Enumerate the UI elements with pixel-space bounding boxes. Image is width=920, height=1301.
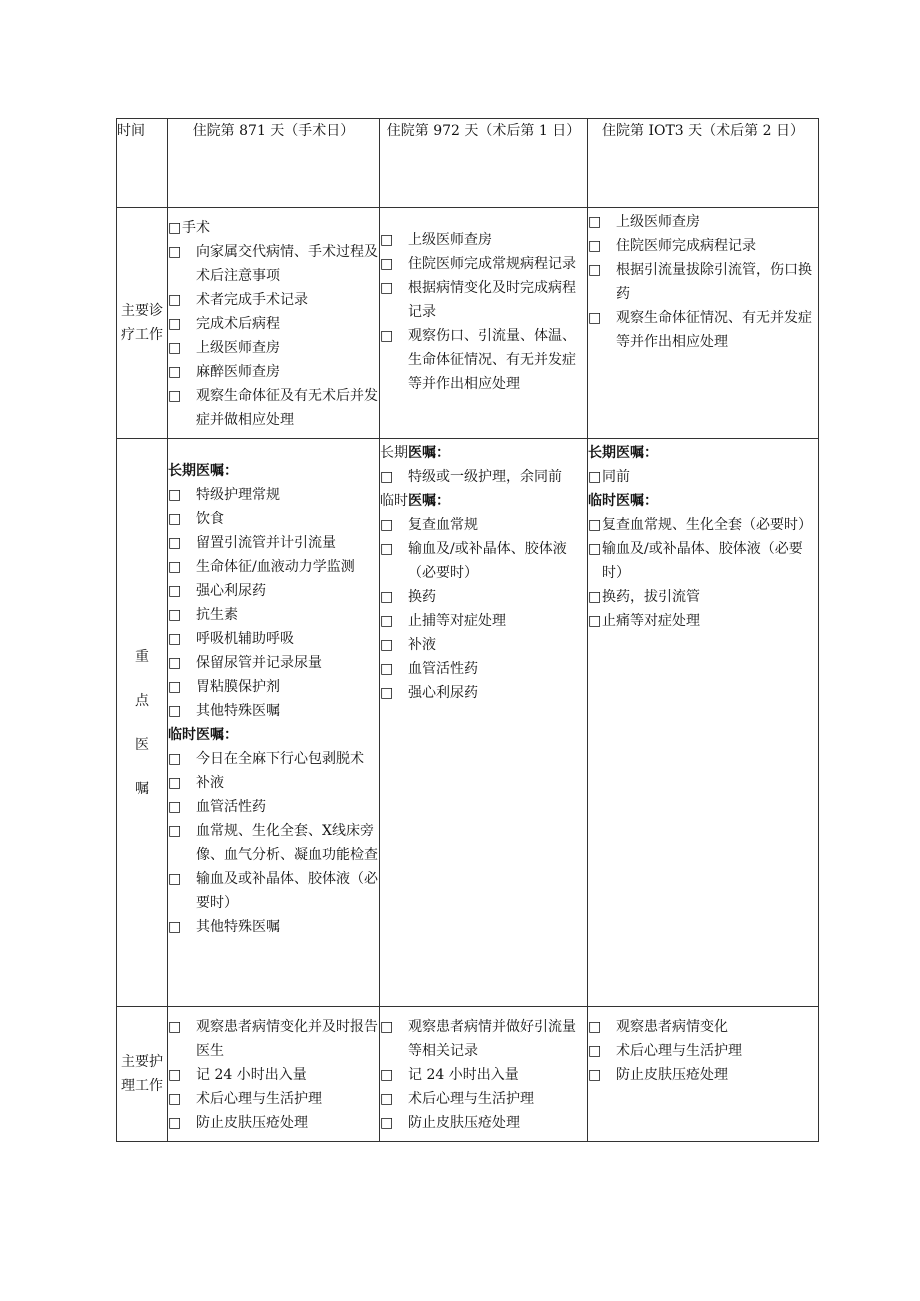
nursing-day1 (168, 1007, 380, 1142)
checklist-item (168, 651, 379, 675)
nursing-label-text: 主要护理工作 (121, 1054, 163, 1094)
checklist-item-text: 换药，拔引流管 (602, 589, 700, 605)
checklist-item (380, 513, 587, 537)
checklist-item-text: 输血及/或补晶体、胶体液（必要时） (408, 541, 567, 581)
checklist-item-text: 上级医师查房 (616, 214, 700, 230)
orders-day3 (588, 439, 819, 1007)
checklist-item-text: 血常规、生化全套、X线床旁像、血气分析、凝血功能检查 (196, 823, 378, 863)
checklist-item-text: 术后心理与生活护理 (616, 1043, 742, 1059)
day3-header: 住院第 IOT3 天（术后第 2 日） (588, 119, 819, 208)
checklist-item (168, 288, 379, 312)
orders-day1 (168, 439, 380, 1007)
checklist-item (380, 324, 587, 396)
checklist-item-text: 其他特殊医嘱 (196, 703, 280, 719)
checklist-item-text: 生命体征/血液动力学监测 (196, 559, 355, 575)
checkbox-icon: □ (380, 517, 394, 533)
checkbox-icon: □ (168, 607, 182, 623)
checklist-item (168, 795, 379, 819)
checkbox-icon: □ (168, 535, 182, 551)
checkbox-icon: □ (168, 919, 182, 935)
checkbox-icon: □ (380, 469, 394, 485)
checklist-item-text: 观察生命体征情况、有无并发症等并作出相应处理 (616, 310, 812, 350)
checklist-item-text: 保留尿管并记录尿量 (196, 655, 322, 671)
diagnosis-day1 (168, 208, 380, 439)
checklist-item-text: 上级医师查房 (408, 232, 492, 248)
checkbox-icon: □ (380, 541, 394, 557)
long-term-orders-title: 长期医嘱： (588, 445, 658, 461)
checklist-item (168, 579, 379, 603)
checkbox-icon: □ (168, 244, 182, 260)
checklist-item (588, 234, 818, 258)
temporary-orders-title (380, 489, 587, 513)
checkbox-icon: □ (168, 775, 182, 791)
diagnosis-label (117, 208, 168, 439)
orders-suffix: 医嘱： (408, 493, 450, 509)
checklist-item (168, 531, 379, 555)
long-term-orders-title: 长期医嘱： (168, 463, 238, 479)
checkbox-icon: □ (168, 292, 182, 308)
checklist-item-text: 饮食 (196, 511, 224, 527)
checklist-item-text: 术后心理与生活护理 (196, 1091, 322, 1107)
long-term-prefix: 长期 (380, 445, 408, 461)
checkbox-icon: □ (168, 559, 182, 575)
checklist-item-text: 补液 (196, 775, 224, 791)
checklist-item-text: 特级护理常规 (196, 487, 280, 503)
checklist-item (588, 513, 818, 537)
checklist-item (168, 699, 379, 723)
checkbox-icon: □ (168, 1091, 182, 1107)
checklist-item-text: 防止皮肤压疮处理 (408, 1115, 520, 1131)
checkbox-icon: □ (168, 823, 182, 839)
checkbox-icon: □ (380, 280, 394, 296)
checklist-item (588, 258, 818, 306)
checkbox-icon: □ (168, 316, 182, 332)
checklist-item-text: 向家属交代病情、手术过程及术后注意事项 (196, 244, 378, 284)
checklist-item (380, 585, 587, 609)
checklist-item (168, 483, 379, 507)
checklist-item (168, 867, 379, 915)
checkbox-icon: □ (168, 631, 182, 647)
checklist-item (168, 747, 379, 771)
orders-label-char: 嘱 (135, 780, 149, 797)
checklist-item-text: 防止皮肤压疮处理 (616, 1067, 728, 1083)
checklist-item-text: 术后心理与生活护理 (408, 1091, 534, 1107)
checkbox-icon: □ (588, 517, 602, 533)
checklist-item-text: 今日在全麻下行心包剥脱术 (196, 751, 364, 767)
checkbox-icon: □ (168, 487, 182, 503)
checkbox-icon: □ (380, 1115, 394, 1131)
checkbox-icon: □ (168, 388, 182, 404)
checklist-item (168, 1015, 379, 1063)
orders-suffix: 医嘱： (408, 445, 450, 461)
checklist-item-text: 胃粘膜保护剂 (196, 679, 280, 695)
checklist-item-text: 输血及或补晶体、胶体液（必要时） (196, 871, 378, 911)
diagnosis-day3 (588, 208, 819, 439)
orders-label-char: 点 (135, 692, 149, 709)
checklist-item (168, 915, 379, 939)
day1-header: 住院第 871 天（手术日） (168, 119, 380, 208)
checklist-item-text: 麻醉医师查房 (196, 364, 280, 380)
checkbox-icon: □ (168, 799, 182, 815)
checklist-item-text: 血管活性药 (408, 661, 478, 677)
checklist-item (168, 555, 379, 579)
checklist-item-text: 止捕等对症处理 (408, 613, 506, 629)
diagnosis-row (117, 208, 819, 439)
time-label: 时间 (117, 119, 168, 208)
checkbox-icon: □ (168, 583, 182, 599)
checkbox-icon: □ (588, 262, 602, 278)
header-row (117, 119, 819, 208)
checkbox-icon: □ (588, 310, 602, 326)
orders-row (117, 439, 819, 1007)
checkbox-icon: □ (380, 232, 394, 248)
temporary-orders-title: 临时医嘱： (168, 727, 238, 743)
checklist-item (380, 1015, 587, 1063)
checklist-item (168, 240, 379, 288)
checklist-item-text: 抗生素 (196, 607, 238, 623)
checklist-item (168, 603, 379, 627)
orders-label-char: 医 (135, 736, 149, 753)
checklist-item-text: 观察伤口、引流量、体温、生命体征情况、有无并发症等并作出相应处理 (408, 328, 576, 392)
clinical-pathway-table (116, 118, 819, 1142)
checklist-item (588, 609, 818, 633)
checklist-item (380, 1111, 587, 1135)
checkbox-icon: □ (380, 1091, 394, 1107)
checklist-item (168, 336, 379, 360)
checkbox-icon: □ (588, 469, 602, 485)
checkbox-icon: □ (380, 256, 394, 272)
checklist-item-text: 防止皮肤压疮处理 (196, 1115, 308, 1131)
checklist-item (168, 675, 379, 699)
checklist-item-text: 观察患者病情变化并及时报告医生 (196, 1019, 378, 1059)
checkbox-icon: □ (380, 1067, 394, 1083)
orders-label (117, 439, 168, 1007)
checklist-item-text: 上级医师查房 (196, 340, 280, 356)
checkbox-icon: □ (380, 685, 394, 701)
checklist-item (380, 252, 587, 276)
checkbox-icon: □ (588, 1043, 602, 1059)
checklist-item (588, 537, 818, 585)
checklist-item-text: 留置引流管并计引流量 (196, 535, 336, 551)
nursing-row (117, 1007, 819, 1142)
checkbox-icon: □ (168, 1019, 182, 1035)
checklist-item-text: 手术 (182, 220, 210, 236)
checklist-item-text: 换药 (408, 589, 436, 605)
checklist-item-text: 同前 (602, 469, 630, 485)
checklist-item (380, 609, 587, 633)
checklist-item (168, 312, 379, 336)
checkbox-icon: □ (168, 340, 182, 356)
checklist-item (588, 1039, 818, 1063)
checklist-item-text: 特级或一级护理，余同前 (408, 469, 562, 485)
checklist-item (168, 1063, 379, 1087)
checklist-item (588, 1015, 818, 1039)
checkbox-icon: □ (168, 751, 182, 767)
checklist-item (168, 507, 379, 531)
checklist-item (168, 771, 379, 795)
checklist-item-text: 强心利尿药 (196, 583, 266, 599)
checklist-item (380, 657, 587, 681)
checklist-item-text: 呼吸机辅助呼吸 (196, 631, 294, 647)
checkbox-icon: □ (380, 637, 394, 653)
checklist-item-text: 输血及/或补晶体、胶体液（必要时） (602, 541, 803, 581)
checklist-item-text: 其他特殊医嘱 (196, 919, 280, 935)
checkbox-icon: □ (588, 589, 602, 605)
checkbox-icon: □ (588, 238, 602, 254)
checklist-item-text: 记 24 小时出入量 (196, 1067, 307, 1083)
day2-header: 住院第 972 天（术后第 1 日） (380, 119, 588, 208)
checklist-item-text: 记 24 小时出入量 (408, 1067, 519, 1083)
checklist-item (380, 633, 587, 657)
temporary-prefix: 临时 (380, 493, 408, 509)
checklist-item-text: 根据病情变化及时完成病程记录 (408, 280, 576, 320)
orders-day2 (380, 439, 588, 1007)
checklist-item (168, 360, 379, 384)
checklist-item-text: 止痛等对症处理 (602, 613, 700, 629)
checkbox-icon: □ (168, 511, 182, 527)
checklist-item (380, 465, 587, 489)
checklist-item-text: 根据引流量拔除引流管，伤口换药 (616, 262, 812, 302)
checkbox-icon: □ (168, 871, 182, 887)
checklist-item (380, 537, 587, 585)
checklist-item-text: 观察生命体征及有无术后并发症并做相应处理 (196, 388, 378, 428)
checkbox-icon: □ (380, 661, 394, 677)
checklist-item-text: 观察患者病情并做好引流量等相关记录 (408, 1019, 576, 1059)
checkbox-icon: □ (168, 655, 182, 671)
checklist-item (168, 1087, 379, 1111)
checklist-item (168, 819, 379, 867)
checkbox-icon: □ (168, 1067, 182, 1083)
checklist-item (168, 1111, 379, 1135)
checklist-item-text: 补液 (408, 637, 436, 653)
checkbox-icon: □ (380, 328, 394, 344)
checklist-item-text: 复查血常规 (408, 517, 478, 533)
nursing-label (117, 1007, 168, 1142)
temporary-orders-title: 临时医嘱： (588, 493, 658, 509)
checklist-item (168, 216, 379, 240)
diagnosis-day2 (380, 208, 588, 439)
checklist-item-text: 术者完成手术记录 (196, 292, 308, 308)
checklist-item (380, 276, 587, 324)
checkbox-icon: □ (168, 679, 182, 695)
checkbox-icon: □ (168, 1115, 182, 1131)
checkbox-icon: □ (380, 589, 394, 605)
checkbox-icon: □ (380, 613, 394, 629)
checkbox-icon: □ (168, 220, 182, 236)
checklist-item (588, 465, 818, 489)
checkbox-icon: □ (588, 214, 602, 230)
checklist-item (588, 1063, 818, 1087)
checklist-item (588, 585, 818, 609)
checklist-item-text: 住院医师完成常规病程记录 (408, 256, 576, 272)
checklist-item (168, 627, 379, 651)
checklist-item (380, 681, 587, 705)
checklist-item (380, 1063, 587, 1087)
checklist-item-text: 住院医师完成病程记录 (616, 238, 756, 254)
checkbox-icon: □ (588, 1067, 602, 1083)
checklist-item (380, 1087, 587, 1111)
checkbox-icon: □ (168, 364, 182, 380)
checklist-item-text: 血管活性药 (196, 799, 266, 815)
nursing-day3 (588, 1007, 819, 1142)
checklist-item-text: 完成术后病程 (196, 316, 280, 332)
checklist-item (588, 306, 818, 354)
checkbox-icon: □ (588, 1019, 602, 1035)
nursing-day2 (380, 1007, 588, 1142)
checklist-item-text: 复查血常规、生化全套（必要时） (602, 517, 812, 533)
checklist-item (168, 384, 379, 432)
checklist-item-text: 强心利尿药 (408, 685, 478, 701)
checkbox-icon: □ (168, 703, 182, 719)
checkbox-icon: □ (588, 541, 602, 557)
orders-label-char: 重 (135, 648, 149, 665)
checkbox-icon: □ (380, 1019, 394, 1035)
checkbox-icon: □ (588, 613, 602, 629)
checklist-item-text: 观察患者病情变化 (616, 1019, 728, 1035)
checklist-item (588, 210, 818, 234)
checklist-item (380, 228, 587, 252)
diagnosis-label-text: 主要诊疗工作 (121, 303, 163, 343)
long-term-orders-title (380, 441, 587, 465)
